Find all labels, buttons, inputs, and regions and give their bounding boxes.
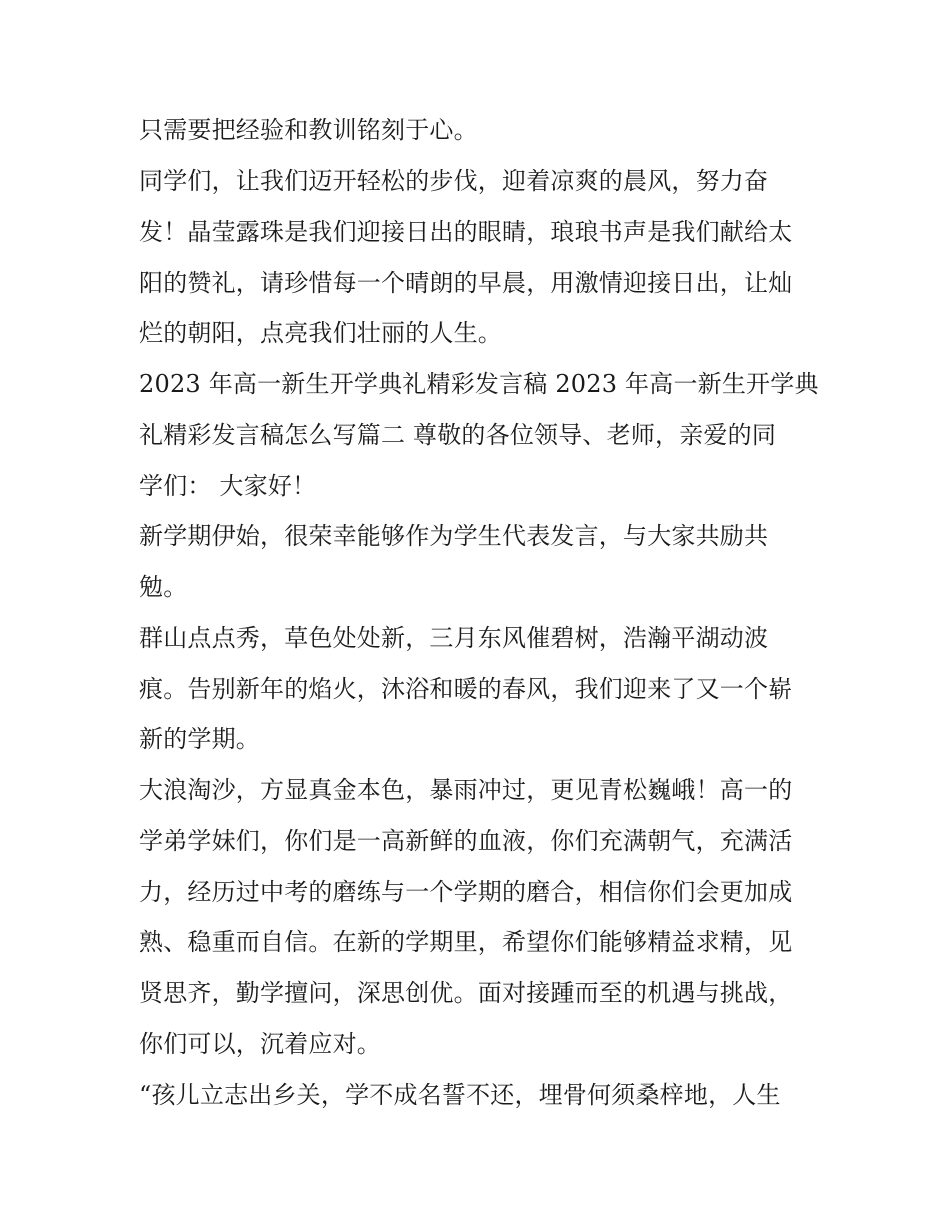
text-line: 烂的朝阳，点亮我们壮丽的人生。: [139, 319, 502, 347]
text-line: 新学期伊始，很荣幸能够作为学生代表发言，与大家共励共: [139, 522, 769, 550]
text-line: 同学们，让我们迈开轻松的步伐，迎着凉爽的晨风，努力奋: [139, 167, 769, 195]
text-line: 学们： 大家好！: [139, 472, 317, 500]
text-line: 2023 年高一新生开学典礼精彩发言稿 2023 年高一新生开学典: [139, 370, 819, 398]
text-line: 发！晶莹露珠是我们迎接日出的眼睛，琅琅书声是我们献给太: [139, 218, 793, 246]
text-line: 痕。告别新年的焰火，沐浴和暖的春风，我们迎来了又一个崭: [139, 675, 793, 703]
text-line: 力，经历过中考的磨练与一个学期的磨合，相信你们会更加成: [139, 878, 793, 906]
text-line: “孩儿立志出乡关，学不成名誓不还，埋骨何须桑梓地，人生: [139, 1081, 781, 1109]
text-line: 群山点点秀，草色处处新，三月东风催碧树，浩瀚平湖动波: [139, 624, 769, 652]
text-line: 学弟学妹们，你们是一高新鲜的血液，你们充满朝气，充满活: [139, 827, 793, 855]
text-line: 熟、稳重而自信。在新的学期里，希望你们能够精益求精，见: [139, 928, 793, 956]
text-line: 新的学期。: [139, 725, 260, 753]
text-line: 只需要把经验和教训铭刻于心。: [139, 116, 478, 144]
text-line: 勉。: [139, 573, 188, 601]
text-line: 礼精彩发言稿怎么写篇二 尊敬的各位领导、老师，亲爱的同: [139, 421, 777, 449]
text-line: 贤思齐，勤学擅问，深思创优。面对接踵而至的机遇与挑战，: [139, 979, 793, 1007]
text-line: 你们可以，沉着应对。: [139, 1030, 381, 1058]
text-line: 大浪淘沙，方显真金本色，暴雨冲过，更见青松巍峨！高一的: [139, 776, 793, 804]
text-line: 阳的赞礼，请珍惜每一个晴朗的早晨，用激情迎接日出，让灿: [139, 269, 793, 297]
